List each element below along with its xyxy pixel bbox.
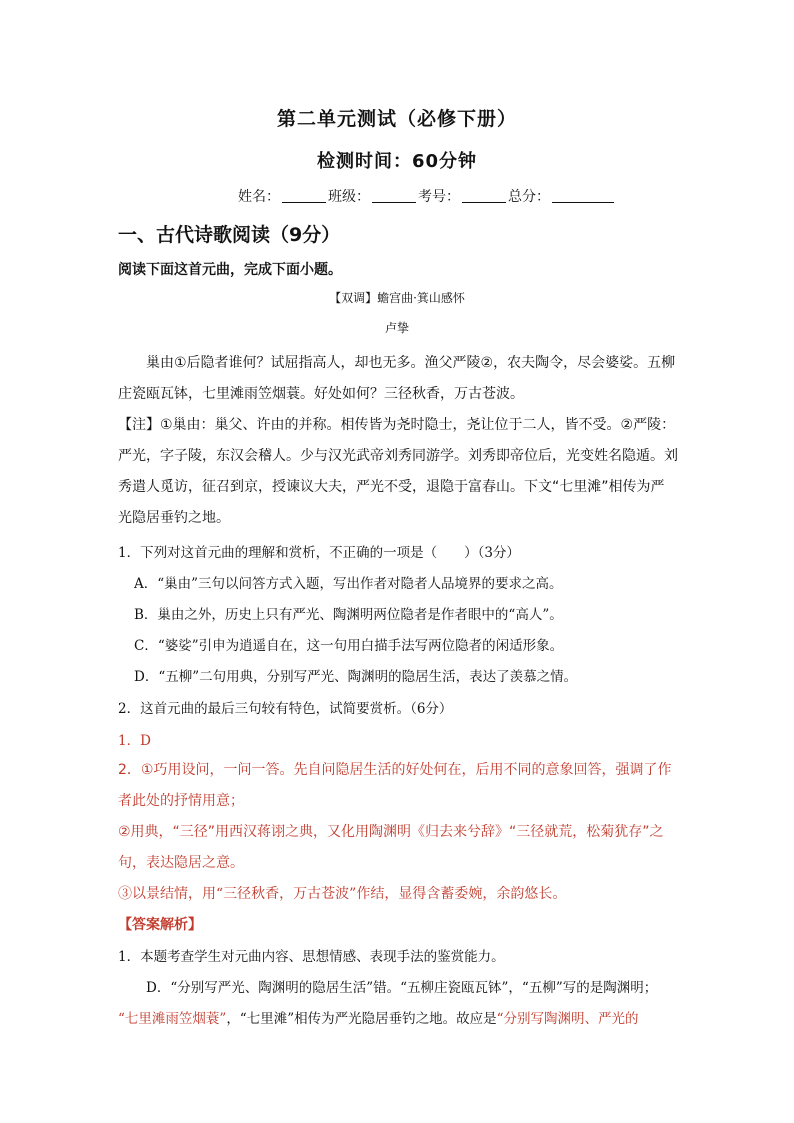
- answer-2-line: ③以景结情，用“三径秋香，万古苍波”作结，显得含蓄委婉，余韵悠长。: [118, 886, 567, 902]
- exam-no-label: 考号：: [418, 189, 460, 205]
- student-info-line: [238, 186, 616, 206]
- section-heading: 一、古代诗歌阅读（9分）: [118, 224, 341, 246]
- reading-instruction: 阅读下面这首元曲，完成下面小题。: [118, 262, 342, 278]
- option-b: B．巢由之外，历史上只有严光、陶渊明两位隐者是作者眼中的“高人”。: [134, 607, 563, 623]
- question-2: 2．这首元曲的最后三句较有特色，试简要赏析。（6分）: [118, 701, 453, 717]
- note-line: 光隐居垂钓之地。: [118, 510, 230, 526]
- option-a: A．“巢由”三句以问答方式入题，写出作者对隐者人品境界的要求之高。: [134, 576, 563, 592]
- analysis-highlight: “七里滩雨笠烟蓑”: [118, 1011, 227, 1027]
- option-c: C．“婆娑”引申为逍遥自在，这一句用白描手法写两位隐者的闲适形象。: [134, 638, 564, 654]
- answer-2-line: 句，表达隐居之意。: [118, 855, 244, 871]
- analysis-label: 【答案解析】: [118, 917, 202, 933]
- note-line: 秀遣人觅访，征召到京，授谏议大夫，严光不受，退隐于富春山。下文“七里滩”相传为严: [118, 479, 665, 495]
- analysis-line: D．“分别写严光、陶渊明的隐居生活”错。“五柳庄瓷瓯瓦钵”，“五柳”写的是陶渊明；: [146, 980, 658, 996]
- note-line: 【注】①巢由：巢父、许由的并称。相传皆为尧时隐士，尧让位于二人，皆不受。②严陵：: [118, 417, 676, 433]
- answer-2-line: 者此处的抒情用意；: [118, 793, 244, 809]
- analysis-line: 1．本题考查学生对元曲内容、思想情感、表现手法的鉴赏能力。: [118, 949, 505, 965]
- option-d: D．“五柳”二句用典，分别写严光、陶渊明的隐居生活，表达了羡慕之情。: [134, 669, 578, 685]
- poem-line: 庄瓷瓯瓦钵，七里滩雨笠烟蓑。好处如何？三径秋香，万古苍波。: [118, 386, 524, 402]
- class-label: 班级：: [328, 189, 370, 205]
- poem-author: 卢挚: [384, 321, 409, 335]
- class-blank[interactable]: [372, 188, 416, 203]
- name-blank[interactable]: [282, 188, 326, 203]
- answer-1: 1．D: [118, 733, 151, 749]
- page-title: 第二单元测试（必修下册）: [276, 108, 517, 130]
- analysis-highlight: “分别写陶渊明、严光的: [496, 1011, 639, 1027]
- exam-no-blank[interactable]: [462, 188, 506, 203]
- analysis-line: [118, 1007, 639, 1027]
- score-blank[interactable]: [552, 188, 614, 203]
- poem-line: 巢由①后隐者谁何？试屈指高人，却也无多。渔父严陵②，农夫陶令，尽会婆娑。五柳: [146, 355, 676, 371]
- answer-2-line: 2．①巧用设问，一问一答。先自问隐居生活的好处何在，后用不同的意象回答，强调了作: [118, 762, 672, 778]
- page-subtitle: 检测时间：60分钟: [316, 151, 478, 172]
- note-line: 严光，字子陵，东汉会稽人。少与汉光武帝刘秀同游学。刘秀即帝位后，光变姓名隐遁。刘: [118, 448, 678, 464]
- name-label: 姓名：: [238, 189, 280, 205]
- poem-title: 【双调】蟾宫曲·箕山感怀: [329, 291, 465, 305]
- analysis-text: ，“七里滩”相传为严光隐居垂钓之地。故应是: [226, 1011, 497, 1027]
- question-1: 1．下列对这首元曲的理解和赏析，不正确的一项是（ ）（3分）: [118, 545, 520, 561]
- score-label: 总分：: [508, 189, 550, 205]
- answer-2-line: ②用典，“三径”用西汉蒋诩之典，又化用陶渊明《归去来兮辞》“三径就荒，松菊犹存”之: [118, 824, 664, 840]
